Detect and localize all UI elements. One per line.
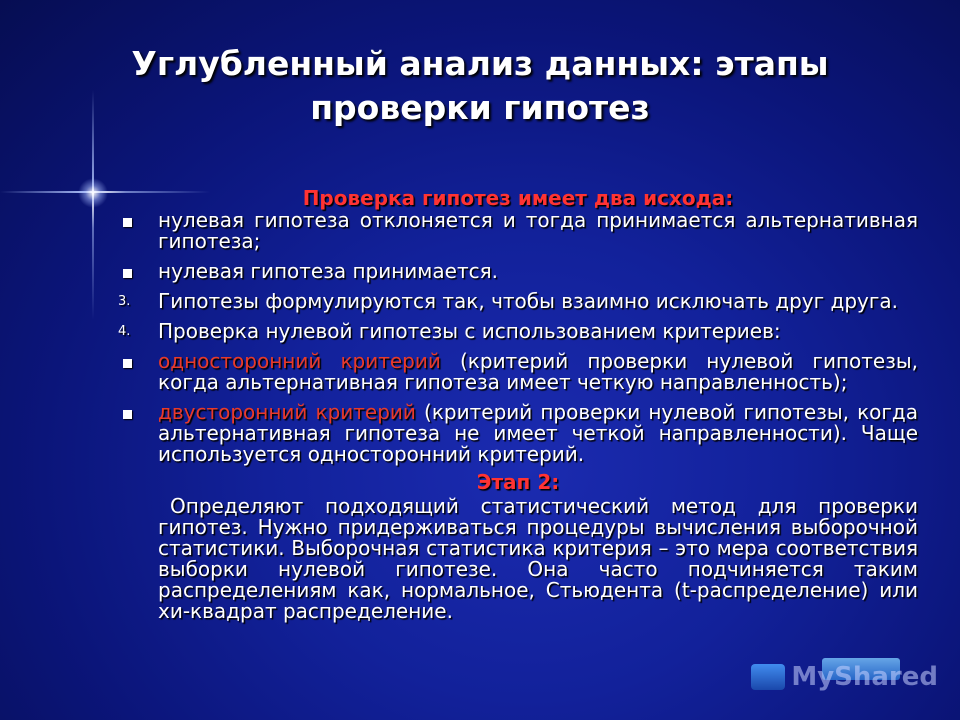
highlighted-term: двусторонний критерий	[158, 400, 416, 424]
stage-paragraph-text: Определяют подходящий статистический метод для проверки гипотез. Нужно придерживаться процедуры вычисления выборочной статистики. Выборочная статистика критерия – это мера соответствия выборки нулевой гипотезе. Она часто подчиняется таким распределениям как, нормальное, Стьюдента (t-распределение) или хи-квадрат распределение.	[158, 494, 918, 623]
bullet-square-icon	[118, 261, 148, 282]
list-item	[118, 321, 918, 342]
list-item	[118, 402, 918, 465]
list-item-text: Проверка нулевой гипотезы с использованием критериев:	[158, 319, 781, 343]
subheading: Проверка гипотез имеет два исхода:	[302, 186, 734, 210]
list-item-text: нулевая гипотеза отклоняется и тогда принимается альтернативная гипотеза;	[158, 208, 918, 253]
slide-title	[60, 42, 900, 130]
title-line-1: Углубленный анализ данных: этапы	[131, 44, 829, 83]
list-item-text: (критерий проверки нулевой гипотезы, когда альтернативная гипотеза имеет четкую направленность);	[158, 349, 918, 394]
list-item-text: нулевая гипотеза принимается.	[158, 259, 498, 283]
stage-paragraph	[118, 496, 918, 622]
list-item	[118, 210, 918, 252]
bullet-square-icon	[118, 402, 148, 423]
list-item	[118, 351, 918, 393]
highlighted-term: односторонний критерий	[158, 349, 441, 373]
bullet-square-icon	[118, 351, 148, 372]
watermark-text: MyShared	[791, 662, 938, 692]
chart-icon	[751, 664, 785, 690]
list-item-text: Гипотезы формулируются так, чтобы взаимно исключать друг друга.	[158, 289, 898, 313]
list-item	[118, 291, 918, 312]
list-number: 4.	[118, 324, 131, 339]
list-item	[118, 261, 918, 282]
stage-heading: Этап 2:	[476, 470, 560, 494]
watermark-logo	[751, 662, 938, 692]
star-flare-glow	[78, 178, 108, 208]
list-number: 3.	[118, 294, 131, 309]
bullet-square-icon	[118, 210, 148, 231]
title-line-2: проверки гипотез	[310, 88, 650, 127]
list-item-text: (критерий проверки нулевой гипотезы, когда альтернативная гипотеза не имеет четкой направленности). Чаще используется односторонний критерий.	[158, 400, 918, 466]
slide-content	[118, 188, 918, 622]
